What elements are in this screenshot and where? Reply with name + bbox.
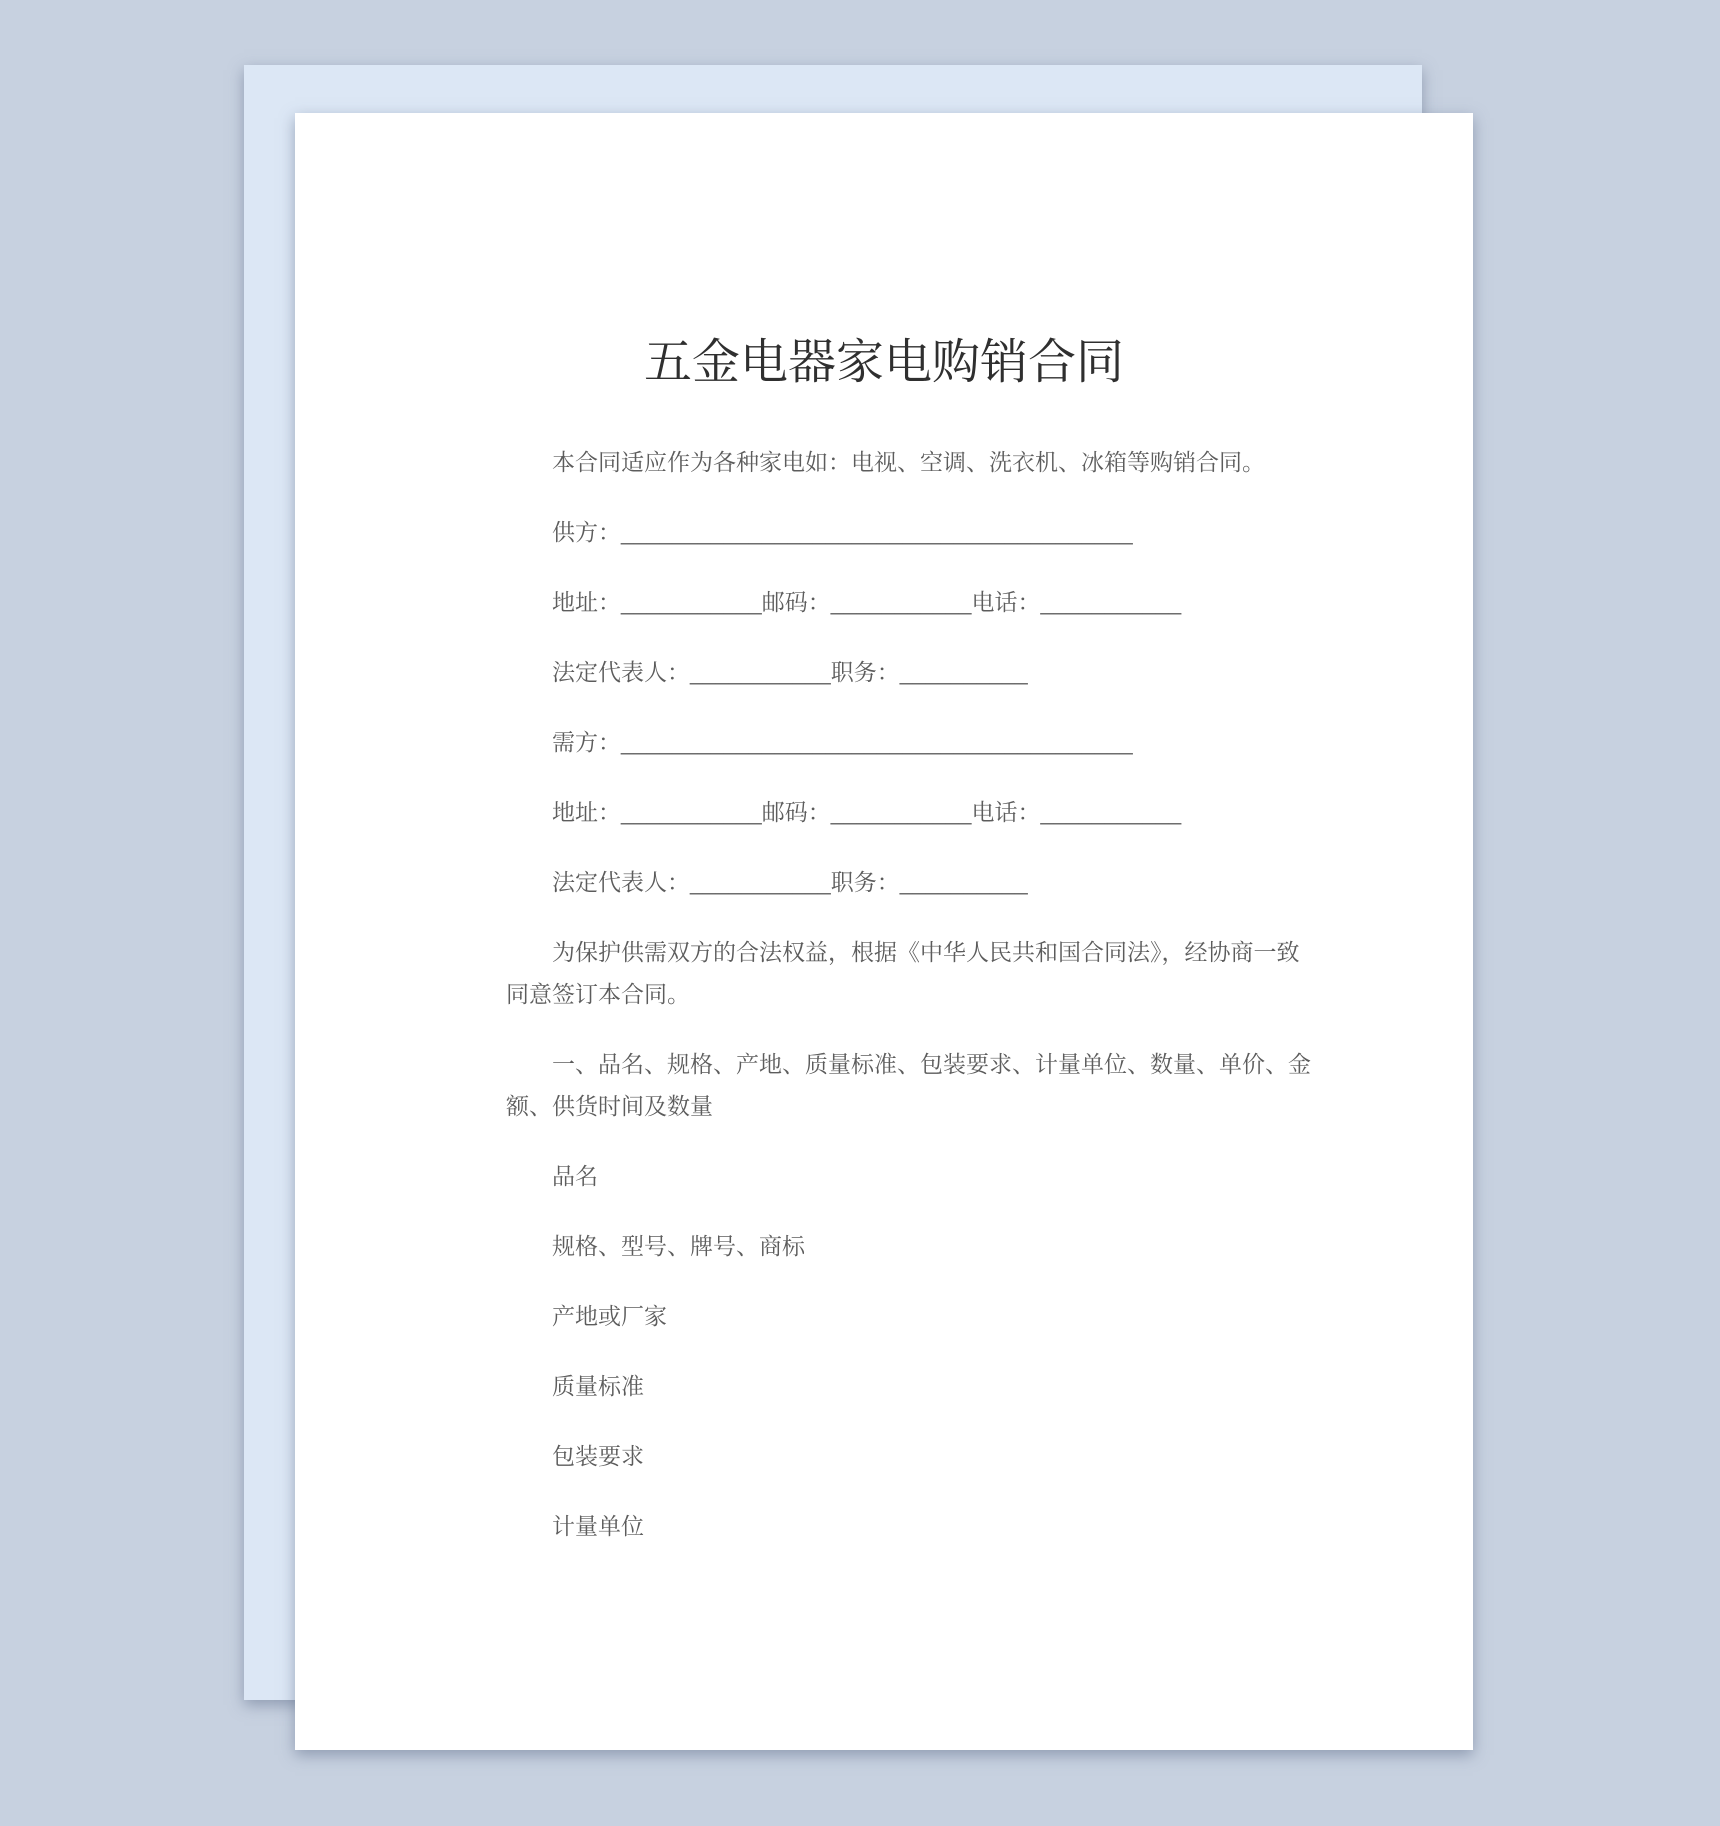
section-one-line2: 额、供货时间及数量	[506, 1093, 713, 1119]
buyer-duty-label: 职务：	[830, 869, 900, 895]
item-origin-factory: 产地或厂家	[552, 1303, 667, 1329]
item-quality-standard: 质量标准	[552, 1373, 644, 1399]
buyer-address-label: 地址：	[552, 799, 621, 825]
buyer-rep-blank: ___________	[690, 869, 831, 895]
buyer-address-blank: ___________	[621, 799, 762, 825]
section-one-line1: 一、品名、规格、产地、质量标准、包装要求、计量单位、数量、单价、金	[552, 1051, 1311, 1077]
supplier-name-blank: ________________________________________	[621, 519, 1133, 545]
supplier-phone-label: 电话：	[971, 589, 1041, 615]
supplier-label: 供方：	[552, 519, 621, 545]
item-product-name: 品名	[552, 1163, 598, 1189]
supplier-phone-blank: ___________	[1040, 589, 1182, 615]
buyer-name-blank: ________________________________________	[621, 729, 1133, 755]
buyer-label: 需方：	[552, 729, 621, 755]
supplier-postcode-blank: ___________	[830, 589, 972, 615]
contract-title: 五金电器家电购销合同	[643, 336, 1124, 389]
buyer-party-row	[506, 721, 1262, 763]
legal-paragraph-line2: 同意签订本合同。	[506, 981, 690, 1007]
buyer-duty-blank: __________	[899, 869, 1028, 895]
buyer-phone-blank: ___________	[1040, 799, 1182, 825]
buyer-postcode-label: 邮码：	[761, 799, 831, 825]
legal-paragraph-line1: 为保护供需双方的合法权益，根据《中华人民共和国合同法》，经协商一致	[552, 939, 1300, 965]
buyer-rep-label: 法定代表人：	[552, 869, 690, 895]
buyer-postcode-blank: ___________	[830, 799, 972, 825]
supplier-duty-label: 职务：	[830, 659, 900, 685]
supplier-rep-label: 法定代表人：	[552, 659, 690, 685]
supplier-address-blank: ___________	[621, 589, 762, 615]
supplier-rep-row	[506, 651, 1262, 693]
contract-page	[295, 113, 1473, 1750]
item-measure-unit: 计量单位	[552, 1513, 644, 1539]
supplier-contact-row	[506, 581, 1262, 623]
item-packing-requirement: 包装要求	[552, 1443, 644, 1469]
buyer-contact-row	[506, 791, 1262, 833]
supplier-duty-blank: __________	[899, 659, 1028, 685]
item-spec-model-brand: 规格、型号、牌号、商标	[552, 1233, 805, 1259]
supplier-postcode-label: 邮码：	[761, 589, 831, 615]
supplier-rep-blank: ___________	[690, 659, 831, 685]
supplier-address-label: 地址：	[552, 589, 621, 615]
supplier-party-row	[506, 511, 1262, 553]
intro-paragraph: 本合同适应作为各种家电如：电视、空调、洗衣机、冰箱等购销合同。	[552, 449, 1265, 475]
buyer-rep-row	[506, 861, 1262, 903]
buyer-phone-label: 电话：	[971, 799, 1041, 825]
